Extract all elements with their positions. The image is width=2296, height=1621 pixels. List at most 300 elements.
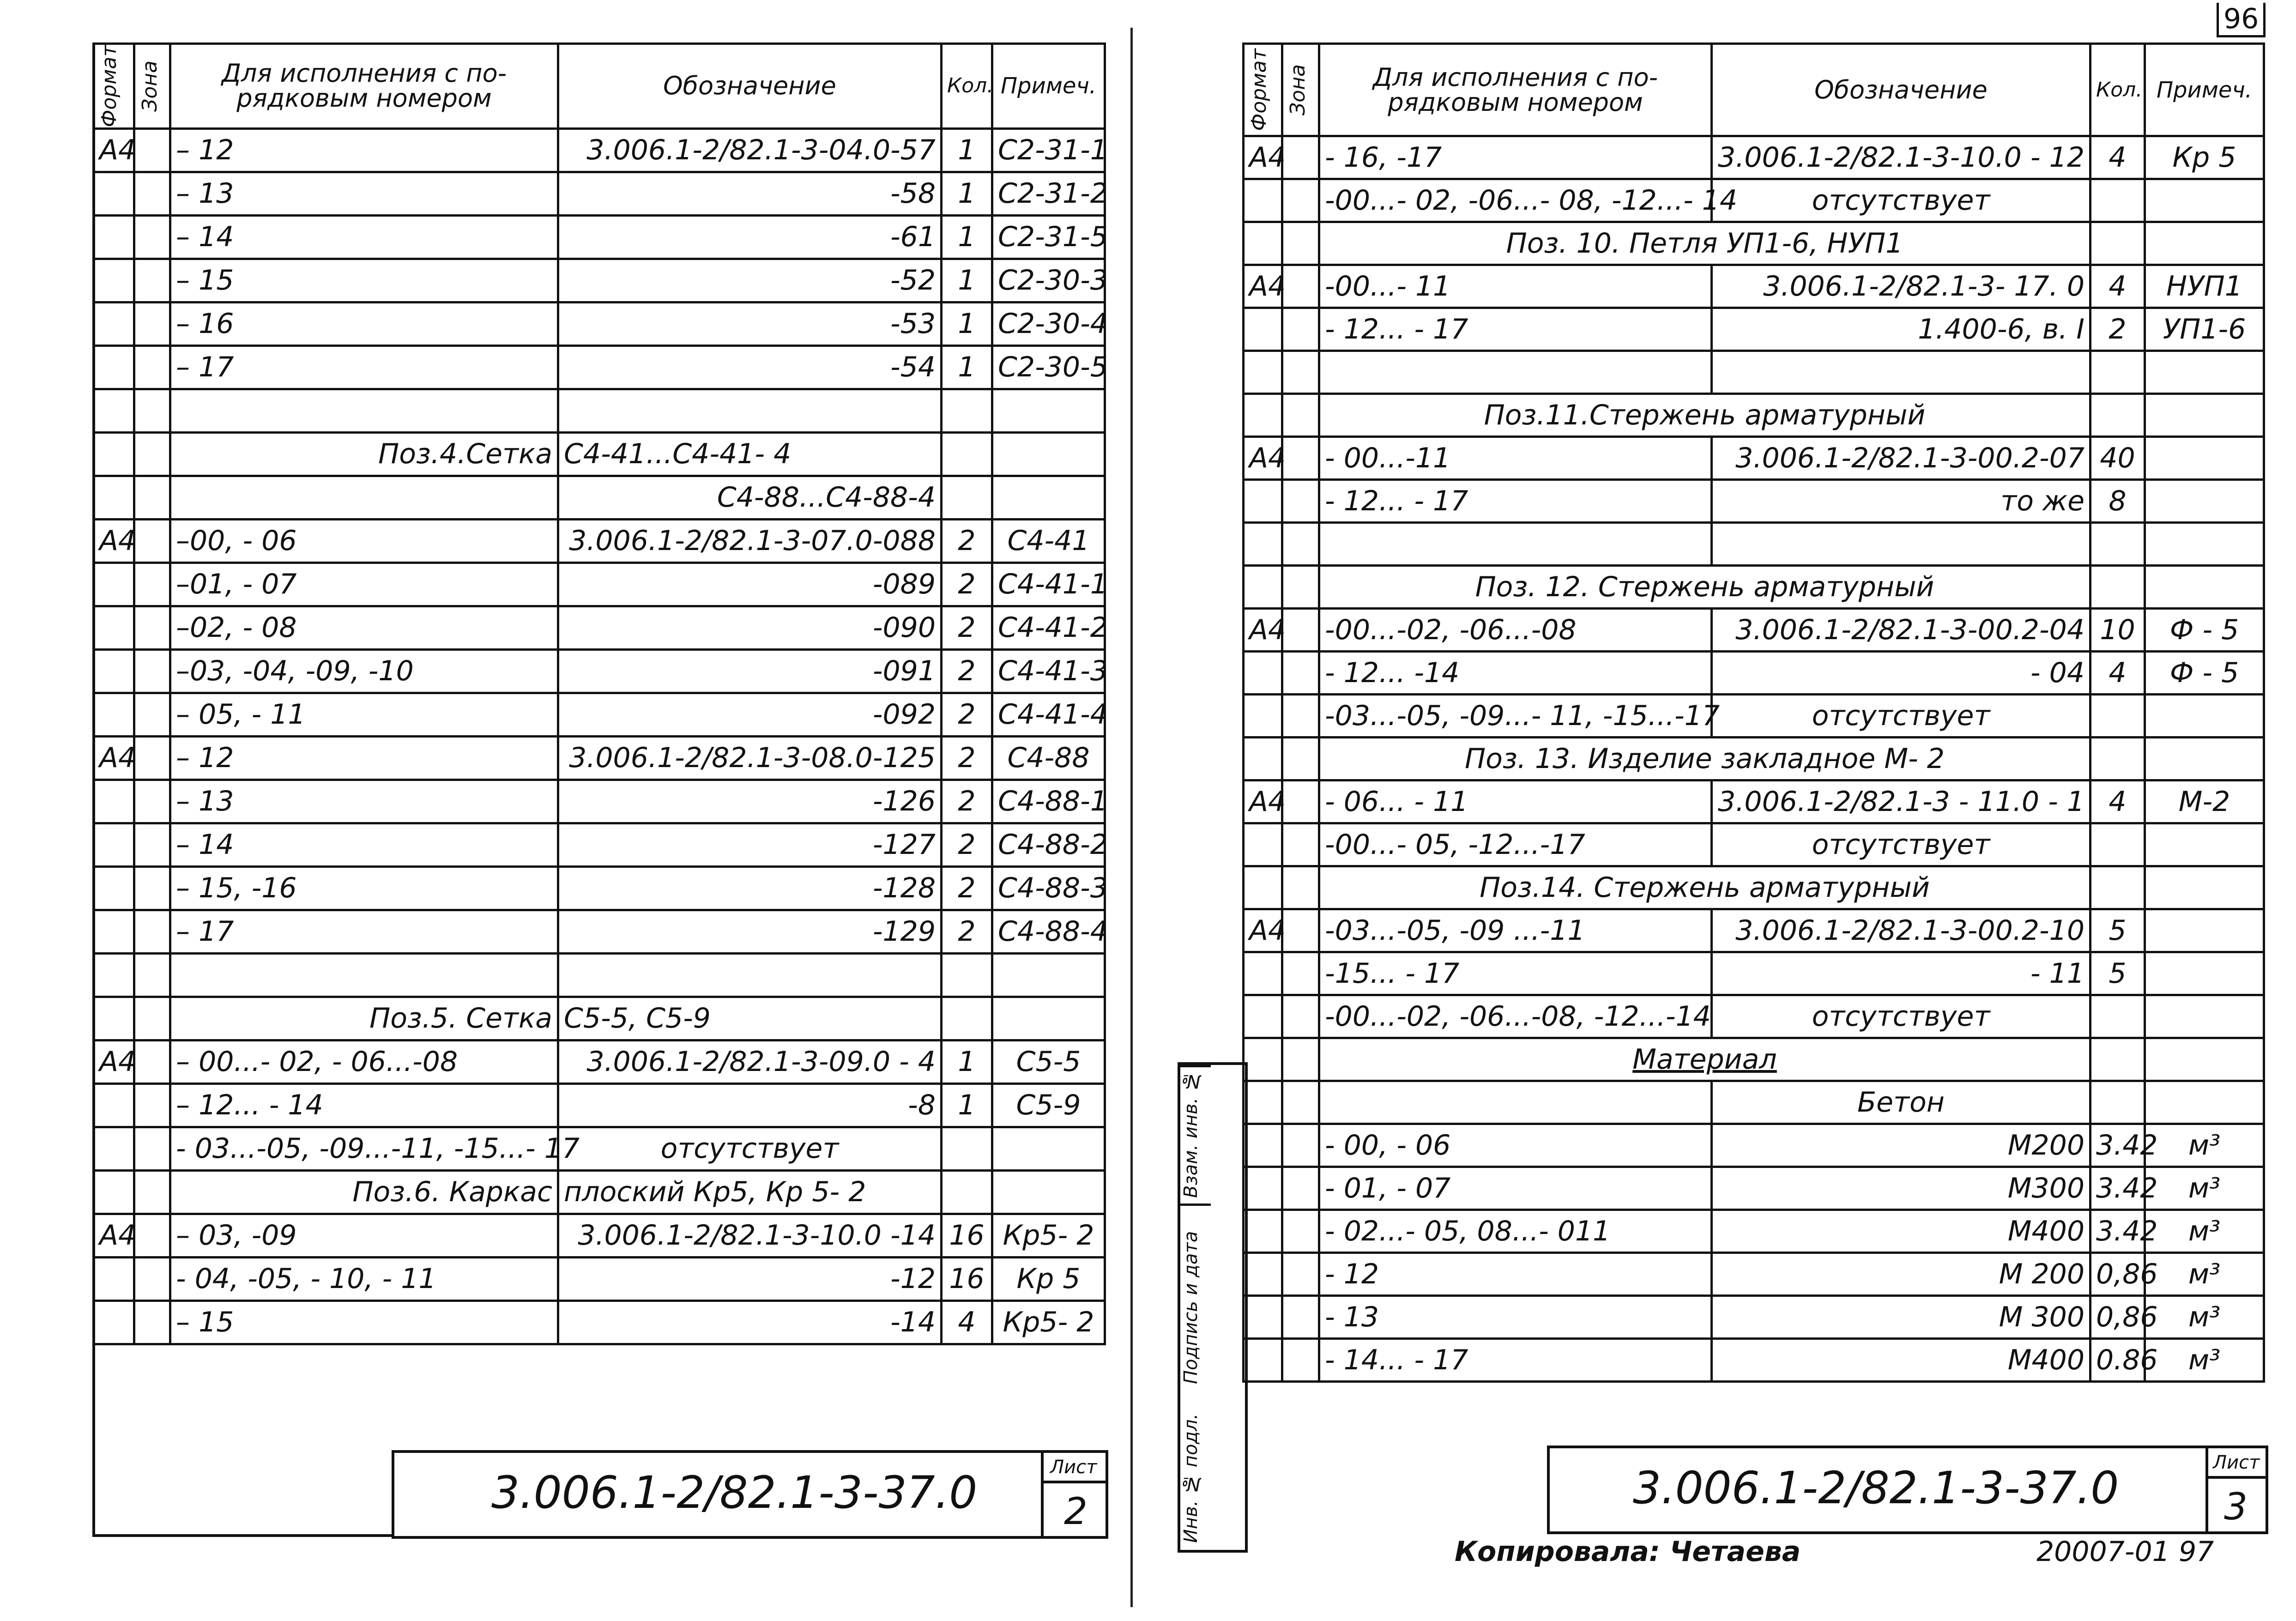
zone-cell xyxy=(134,780,170,823)
zone-cell xyxy=(1282,179,1319,222)
designation-cell: Бетон xyxy=(1712,1081,2091,1124)
note-cell: м³ xyxy=(2145,1253,2264,1296)
table-row xyxy=(94,823,1105,866)
designation-cell: М400 xyxy=(1712,1210,2091,1253)
right-stamp-divider xyxy=(2205,1448,2208,1531)
left-table-body xyxy=(94,128,1108,1344)
format-cell xyxy=(1244,222,1282,265)
header-zone: Зона xyxy=(134,44,170,129)
format-cell xyxy=(94,649,134,693)
note-cell xyxy=(2145,437,2264,480)
format-cell: А4 xyxy=(94,519,134,563)
note-cell xyxy=(2145,222,2264,265)
table-row xyxy=(1244,1038,2264,1081)
left-spec-table xyxy=(92,42,1106,1345)
table-row xyxy=(94,563,1105,606)
designation-cell: то же xyxy=(1712,480,2091,523)
note-cell: Кр 5 xyxy=(992,1257,1105,1300)
designation-cell: -126 xyxy=(558,780,942,823)
qty-cell: 2 xyxy=(942,693,992,736)
note-cell: С2-31-1 xyxy=(992,128,1105,172)
format-cell xyxy=(94,823,134,866)
sidebar-replaced-inv: Взам. инв. № xyxy=(1180,1065,1211,1201)
table-row xyxy=(1244,1167,2264,1210)
execution-cell: - 00, - 06 xyxy=(1319,1124,1712,1167)
format-cell xyxy=(94,389,134,432)
execution-cell xyxy=(1319,351,1712,394)
right-title-block xyxy=(1547,1446,2268,1534)
qty-cell xyxy=(2091,695,2145,738)
note-cell: НУП1 xyxy=(2145,265,2264,308)
execution-cell: – 12... - 14 xyxy=(170,1083,558,1127)
zone-cell xyxy=(1282,1167,1319,1210)
qty-cell: 2 xyxy=(942,823,992,866)
page-divider-line xyxy=(1130,28,1133,1607)
qty-cell: 16 xyxy=(942,1214,992,1257)
zone-cell xyxy=(134,1040,170,1083)
zone-cell xyxy=(134,953,170,997)
qty-cell: 1 xyxy=(942,259,992,302)
note-cell: С4-88-4 xyxy=(992,910,1105,953)
qty-cell: 5 xyxy=(2091,909,2145,952)
execution-cell xyxy=(170,389,558,432)
note-cell xyxy=(2145,394,2264,437)
execution-cell: - 12... - 17 xyxy=(1319,308,1712,351)
table-row xyxy=(1244,609,2264,652)
designation-cell: - 04 xyxy=(1712,652,2091,695)
format-cell xyxy=(1244,1210,1282,1253)
table-row xyxy=(94,215,1105,259)
table-row xyxy=(1244,1253,2264,1296)
format-cell: А4 xyxy=(1244,780,1282,823)
note-cell xyxy=(992,389,1105,432)
execution-cell: - 12... - 17 xyxy=(1319,480,1712,523)
header-designation: Обозначение xyxy=(558,44,942,129)
designation-cell: 1.400-6, в. I xyxy=(1712,308,2091,351)
designation-cell: -61 xyxy=(558,215,942,259)
format-cell: А4 xyxy=(94,736,134,780)
format-cell xyxy=(94,215,134,259)
table-row xyxy=(94,1170,1105,1214)
execution-cell xyxy=(170,953,558,997)
table-row xyxy=(1244,952,2264,995)
execution-cell: -15... - 17 xyxy=(1319,952,1712,995)
page-marker: 96 xyxy=(2217,3,2266,37)
table-row xyxy=(94,780,1105,823)
zone-cell xyxy=(134,606,170,649)
qty-cell: 5 xyxy=(2091,952,2145,995)
right-stamp-hline xyxy=(2205,1476,2266,1479)
format-cell xyxy=(94,1170,134,1214)
execution-cell xyxy=(1319,1081,1712,1124)
note-cell: С2-30-3 xyxy=(992,259,1105,302)
designation-cell: -092 xyxy=(558,693,942,736)
left-stamp-code: 3.006.1-2/82.1-3-37.0 xyxy=(491,1467,978,1518)
qty-cell: 2 xyxy=(942,866,992,910)
right-sidebar-stamp xyxy=(1178,1062,1248,1553)
execution-cell: – 12 xyxy=(170,736,558,780)
format-cell xyxy=(1244,738,1282,780)
execution-cell: - 01, - 07 xyxy=(1319,1167,1712,1210)
designation-cell: -12 xyxy=(558,1257,942,1300)
designation-cell: отсутствует xyxy=(1712,995,2091,1038)
format-cell xyxy=(1244,866,1282,909)
note-cell xyxy=(992,1127,1105,1170)
zone-cell xyxy=(1282,1253,1319,1296)
execution-cell: –03, -04, -09, -10 xyxy=(170,649,558,693)
zone-cell xyxy=(134,910,170,953)
table-row xyxy=(1244,780,2264,823)
qty-cell: 3.42 xyxy=(2091,1210,2145,1253)
execution-cell: - 03...-05, -09...-11, -15...- 17 xyxy=(170,1127,558,1170)
execution-cell: -00...-02, -06...-08 xyxy=(1319,609,1712,652)
note-cell: Кр 5 xyxy=(2145,136,2264,179)
qty-cell: 2 xyxy=(2091,308,2145,351)
right-stamp-code: 3.006.1-2/82.1-3-37.0 xyxy=(1633,1462,2119,1514)
note-cell: С2-31-5 xyxy=(992,215,1105,259)
header-zone-right: Зона xyxy=(1282,44,1319,136)
execution-cell: –02, - 08 xyxy=(170,606,558,649)
table-row xyxy=(1244,394,2264,437)
format-cell xyxy=(94,302,134,345)
qty-cell: 2 xyxy=(942,649,992,693)
execution-cell: – 05, - 11 xyxy=(170,693,558,736)
execution-cell: – 00...- 02, - 06...-08 xyxy=(170,1040,558,1083)
section-title: Поз.14. Стержень арматурный xyxy=(1319,866,2091,909)
zone-cell xyxy=(134,389,170,432)
header-format: Формат xyxy=(94,44,134,129)
qty-cell: 0,86 xyxy=(2091,1296,2145,1339)
section-title: Поз. 10. Петля УП1-6, НУП1 xyxy=(1319,222,2091,265)
zone-cell xyxy=(134,1170,170,1214)
qty-cell: 4 xyxy=(2091,265,2145,308)
table-row xyxy=(94,997,1105,1040)
execution-cell: – 17 xyxy=(170,910,558,953)
qty-cell xyxy=(942,1170,992,1214)
zone-cell xyxy=(1282,1296,1319,1339)
format-cell xyxy=(1244,351,1282,394)
designation-cell xyxy=(1712,523,2091,566)
designation-cell: -53 xyxy=(558,302,942,345)
designation-cell: М400 xyxy=(1712,1339,2091,1382)
note-cell: м³ xyxy=(2145,1296,2264,1339)
qty-cell: 0.86 xyxy=(2091,1339,2145,1382)
zone-cell xyxy=(134,519,170,563)
zone-cell xyxy=(134,1300,170,1344)
table-row xyxy=(1244,437,2264,480)
execution-cell: -00...- 05, -12...-17 xyxy=(1319,823,1712,866)
note-cell: Кр5- 2 xyxy=(992,1300,1105,1344)
table-row xyxy=(94,953,1105,997)
format-cell xyxy=(1244,952,1282,995)
format-cell xyxy=(94,997,134,1040)
table-row xyxy=(94,693,1105,736)
execution-cell: -03...-05, -09...- 11, -15...-17 xyxy=(1319,695,1712,738)
designation-cell: -54 xyxy=(558,345,942,389)
zone-cell xyxy=(1282,566,1319,609)
note-cell xyxy=(2145,179,2264,222)
execution-cell: - 06... - 11 xyxy=(1319,780,1712,823)
format-cell xyxy=(1244,1038,1282,1081)
qty-cell: 1 xyxy=(942,345,992,389)
format-cell xyxy=(94,606,134,649)
zone-cell xyxy=(134,1127,170,1170)
zone-cell xyxy=(1282,394,1319,437)
format-cell xyxy=(94,563,134,606)
table-row xyxy=(94,259,1105,302)
left-sheet-label: Лист xyxy=(1050,1457,1097,1478)
format-cell: А4 xyxy=(1244,136,1282,179)
format-cell: А4 xyxy=(94,128,134,172)
qty-cell: 3.42 xyxy=(2091,1124,2145,1167)
designation-cell: М300 xyxy=(1712,1167,2091,1210)
note-cell xyxy=(2145,566,2264,609)
table-row xyxy=(94,172,1105,215)
format-cell xyxy=(94,780,134,823)
zone-cell xyxy=(1282,652,1319,695)
qty-cell: 1 xyxy=(942,215,992,259)
qty-cell: 1 xyxy=(942,1040,992,1083)
designation-cell: 3.006.1-2/82.1-3-04.0-57 xyxy=(558,128,942,172)
format-cell xyxy=(1244,523,1282,566)
note-cell: Ф - 5 xyxy=(2145,609,2264,652)
format-cell xyxy=(94,910,134,953)
qty-cell: 1 xyxy=(942,302,992,345)
table-row xyxy=(94,736,1105,780)
note-cell: С4-88-2 xyxy=(992,823,1105,866)
qty-cell xyxy=(2091,738,2145,780)
table-row xyxy=(1244,1081,2264,1124)
execution-cell: – 17 xyxy=(170,345,558,389)
left-stamp-divider xyxy=(1041,1453,1044,1536)
table-row xyxy=(1244,652,2264,695)
table-row xyxy=(1244,738,2264,780)
left-stamp-hline xyxy=(1041,1481,1106,1483)
table-row xyxy=(1244,1124,2264,1167)
qty-cell xyxy=(2091,1038,2145,1081)
execution-cell: Поз.6. Каркас xyxy=(170,1170,558,1214)
zone-cell xyxy=(1282,1339,1319,1382)
table-row xyxy=(1244,995,2264,1038)
execution-cell: – 03, -09 xyxy=(170,1214,558,1257)
format-cell: А4 xyxy=(1244,437,1282,480)
format-cell xyxy=(94,1300,134,1344)
header-execution-right: Для исполнения с по-рядковым номером xyxy=(1319,44,1712,136)
note-cell: С4-41-2 xyxy=(992,606,1105,649)
qty-cell: 2 xyxy=(942,519,992,563)
format-cell xyxy=(94,432,134,476)
format-cell xyxy=(94,953,134,997)
header-format-right: Формат xyxy=(1244,44,1282,136)
note-cell: УП1-6 xyxy=(2145,308,2264,351)
note-cell: С4-41-4 xyxy=(992,693,1105,736)
qty-cell: 2 xyxy=(942,563,992,606)
qty-cell: 2 xyxy=(942,910,992,953)
zone-cell xyxy=(134,693,170,736)
table-row xyxy=(1244,136,2264,179)
right-sheet-number: 3 xyxy=(2224,1485,2248,1528)
format-cell xyxy=(1244,695,1282,738)
designation-cell: 3.006.1-2/82.1-3-10.0 -14 xyxy=(558,1214,942,1257)
qty-cell: 3.42 xyxy=(2091,1167,2145,1210)
designation-cell: отсутствует xyxy=(558,1127,942,1170)
note-cell xyxy=(2145,351,2264,394)
zone-cell xyxy=(134,432,170,476)
note-cell: С2-31-2 xyxy=(992,172,1105,215)
execution-cell: – 15, -16 xyxy=(170,866,558,910)
header-note-right: Примеч. xyxy=(2145,44,2264,136)
execution-cell: Поз.4.Сетка xyxy=(170,432,558,476)
designation-cell: 3.006.1-2/82.1-3- 17. 0 xyxy=(1712,265,2091,308)
designation-cell xyxy=(558,953,942,997)
note-cell: м³ xyxy=(2145,1124,2264,1167)
table-row xyxy=(94,1214,1105,1257)
format-cell xyxy=(94,1083,134,1127)
zone-cell xyxy=(1282,695,1319,738)
section-title: Материал xyxy=(1319,1038,2091,1081)
qty-cell: 4 xyxy=(2091,652,2145,695)
zone-cell xyxy=(134,563,170,606)
table-row xyxy=(1244,1296,2264,1339)
zone-cell xyxy=(1282,308,1319,351)
note-cell: С2-30-4 xyxy=(992,302,1105,345)
footer-order-number: 20007-01 97 xyxy=(2036,1536,2214,1568)
note-cell: С4-88-1 xyxy=(992,780,1105,823)
designation-cell: -127 xyxy=(558,823,942,866)
table-row xyxy=(1244,866,2264,909)
qty-cell xyxy=(2091,394,2145,437)
note-cell xyxy=(2145,1038,2264,1081)
note-cell xyxy=(992,432,1105,476)
note-cell xyxy=(2145,480,2264,523)
note-cell xyxy=(992,953,1105,997)
designation-cell: -52 xyxy=(558,259,942,302)
designation-cell: М 200 xyxy=(1712,1253,2091,1296)
left-sheet-number: 2 xyxy=(1064,1490,1088,1533)
zone-cell xyxy=(1282,222,1319,265)
qty-cell: 1 xyxy=(942,1083,992,1127)
table-row xyxy=(94,476,1105,519)
table-row xyxy=(94,606,1105,649)
format-cell: А4 xyxy=(94,1040,134,1083)
zone-cell xyxy=(1282,738,1319,780)
qty-cell xyxy=(942,389,992,432)
designation-cell: М 300 xyxy=(1712,1296,2091,1339)
designation-cell: 3.006.1-2/82.1-3-10.0 - 12 xyxy=(1712,136,2091,179)
designation-cell: отсутствует xyxy=(1712,695,2091,738)
designation-cell: С4-88...С4-88-4 xyxy=(558,476,942,519)
qty-cell: 10 xyxy=(2091,609,2145,652)
qty-cell xyxy=(2091,866,2145,909)
format-cell xyxy=(1244,995,1282,1038)
qty-cell: 40 xyxy=(2091,437,2145,480)
table-row xyxy=(1244,695,2264,738)
note-cell: С5-5 xyxy=(992,1040,1105,1083)
qty-cell xyxy=(942,476,992,519)
sidebar-signature-date: Подпись и дата xyxy=(1180,1204,1211,1409)
table-row xyxy=(94,345,1105,389)
qty-cell xyxy=(942,997,992,1040)
table-row xyxy=(94,432,1105,476)
table-row xyxy=(1244,823,2264,866)
execution-cell: - 12... -14 xyxy=(1319,652,1712,695)
sidebar-inventory-no: Инв. № подл. xyxy=(1180,1413,1202,1543)
table-row xyxy=(94,649,1105,693)
qty-cell xyxy=(2091,222,2145,265)
qty-cell: 4 xyxy=(2091,780,2145,823)
qty-cell xyxy=(2091,995,2145,1038)
note-cell xyxy=(2145,738,2264,780)
note-cell: м³ xyxy=(2145,1210,2264,1253)
table-row xyxy=(1244,179,2264,222)
table-row xyxy=(1244,480,2264,523)
zone-cell xyxy=(1282,1038,1319,1081)
section-title: Поз. 12. Стержень арматурный xyxy=(1319,566,2091,609)
format-cell xyxy=(1244,1081,1282,1124)
format-cell xyxy=(1244,566,1282,609)
table-row xyxy=(94,1127,1105,1170)
designation-cell: -091 xyxy=(558,649,942,693)
execution-cell: -00...-02, -06...-08, -12...-14 xyxy=(1319,995,1712,1038)
header-note: Примеч. xyxy=(992,44,1105,129)
qty-cell xyxy=(2091,1081,2145,1124)
note-cell: С4-88 xyxy=(992,736,1105,780)
zone-cell xyxy=(1282,909,1319,952)
designation-cell: -14 xyxy=(558,1300,942,1344)
note-cell: С4-88-3 xyxy=(992,866,1105,910)
execution-cell: – 16 xyxy=(170,302,558,345)
note-cell xyxy=(992,1170,1105,1214)
zone-cell xyxy=(134,345,170,389)
note-cell: С4-41-1 xyxy=(992,563,1105,606)
format-cell xyxy=(1244,480,1282,523)
execution-cell: –00, - 06 xyxy=(170,519,558,563)
table-row xyxy=(94,302,1105,345)
note-cell xyxy=(2145,1081,2264,1124)
format-cell: А4 xyxy=(1244,609,1282,652)
table-row xyxy=(94,128,1105,172)
execution-cell xyxy=(1319,523,1712,566)
zone-cell xyxy=(134,302,170,345)
designation-cell: 3.006.1-2/82.1-3-00.2-04 xyxy=(1712,609,2091,652)
zone-cell xyxy=(1282,952,1319,995)
qty-cell xyxy=(942,432,992,476)
table-row xyxy=(94,1300,1105,1344)
table-row xyxy=(94,519,1105,563)
designation-cell: -089 xyxy=(558,563,942,606)
designation-cell: 3.006.1-2/82.1-3-00.2-07 xyxy=(1712,437,2091,480)
header-qty: Кол. xyxy=(942,44,992,129)
table-row xyxy=(1244,265,2264,308)
right-table-body xyxy=(1244,136,2264,1382)
header-qty-right: Кол. xyxy=(2091,44,2145,136)
format-cell xyxy=(94,345,134,389)
note-cell: Ф - 5 xyxy=(2145,652,2264,695)
zone-cell xyxy=(134,215,170,259)
qty-cell: 1 xyxy=(942,128,992,172)
designation-cell: С4-41...С4-41- 4 xyxy=(558,432,942,476)
format-cell xyxy=(1244,179,1282,222)
zone-cell xyxy=(134,1257,170,1300)
footer-copied-by: Копировала: Четаева xyxy=(1455,1536,1801,1568)
qty-cell: 4 xyxy=(2091,136,2145,179)
qty-cell: 2 xyxy=(942,780,992,823)
header-designation-right: Обозначение xyxy=(1712,44,2091,136)
execution-cell: –01, - 07 xyxy=(170,563,558,606)
zone-cell xyxy=(134,1083,170,1127)
qty-cell xyxy=(942,1127,992,1170)
qty-cell xyxy=(942,953,992,997)
